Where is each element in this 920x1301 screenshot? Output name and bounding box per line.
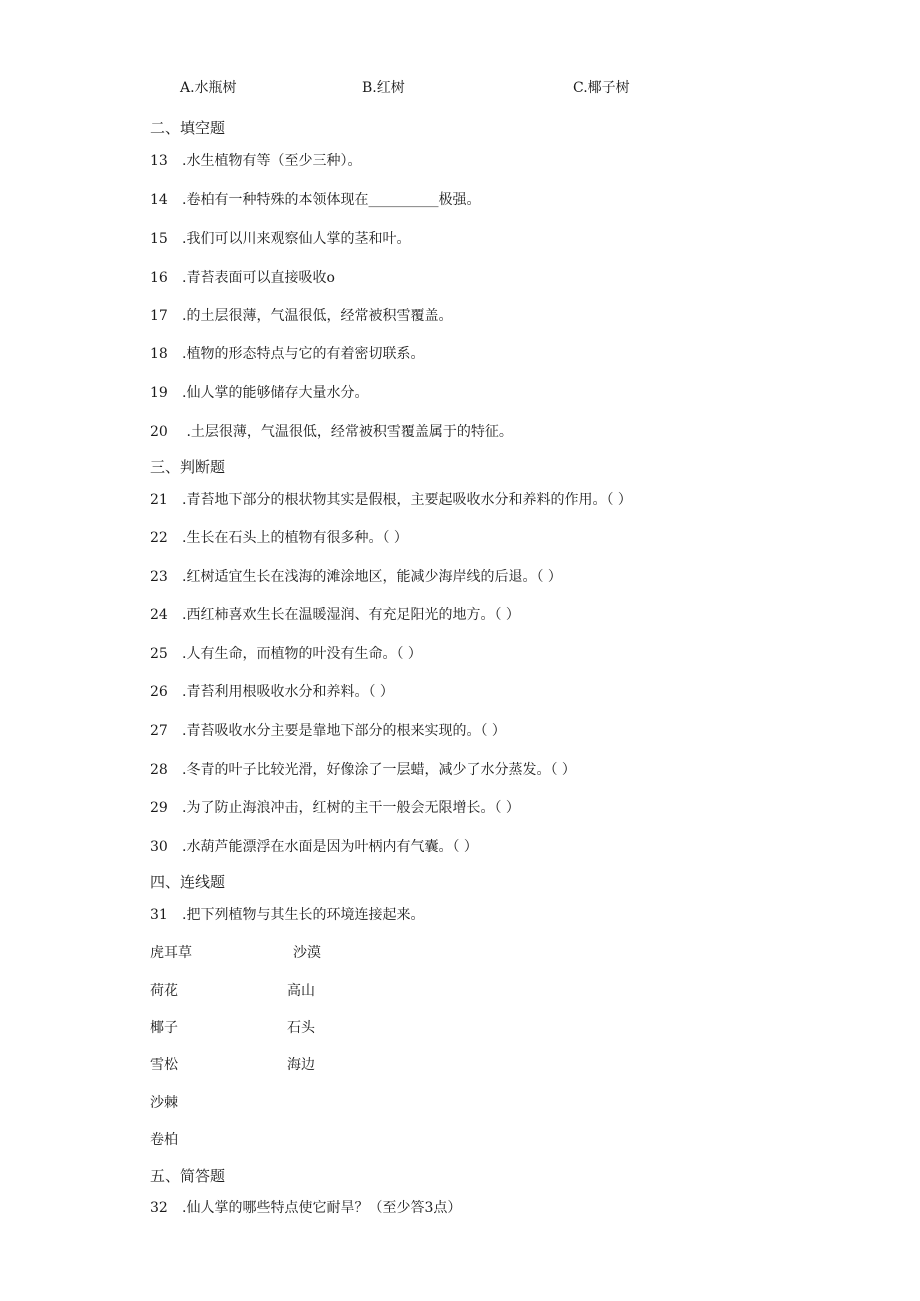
option-b: B.红树	[362, 80, 405, 96]
question-26: 26 .青苔利用根吸收水分和养料。（ ）	[150, 684, 394, 700]
question-25: 25 .人有生命，而植物的叶没有生命。（ ）	[150, 646, 422, 662]
question-32: 32 .仙人掌的哪些特点使它耐旱？（至少答3点）	[150, 1200, 462, 1216]
question-22: 22 .生长在石头上的植物有很多种。（ ）	[150, 530, 408, 546]
question-17: 17 .的土层很薄，气温很低，经常被积雪覆盖。	[150, 308, 453, 324]
question-21: 21 .青苔地下部分的根状物其实是假根，主要起吸收水分和养料的作用。（ ）	[150, 492, 632, 508]
plant-item: 沙棘	[150, 1095, 178, 1111]
section-heading-true-false: 三、判断题	[150, 458, 226, 476]
question-14: 14 .卷柏有一种特殊的本领体现在__________极强。	[150, 192, 481, 208]
question-13: 13 .水生植物有等（至少三种）。	[150, 153, 362, 169]
question-27: 27 .青苔吸收水分主要是靠地下部分的根来实现的。（ ）	[150, 723, 506, 739]
question-29: 29 .为了防止海浪冲击，红树的主干一般会无限增长。（ ）	[150, 800, 520, 816]
question-28: 28 .冬青的叶子比较光滑，好像涂了一层蜡，减少了水分蒸发。（ ）	[150, 762, 576, 778]
question-19: 19 .仙人掌的能够储存大量水分。	[150, 385, 369, 401]
environment-item: 石头	[287, 1020, 315, 1036]
section-heading-short-answer: 五、简答题	[150, 1167, 226, 1185]
option-a: A.水瓶树	[180, 80, 237, 96]
question-16: 16 .青苔表面可以直接吸收o	[150, 270, 335, 286]
option-c: C.椰子树	[573, 80, 630, 96]
question-18: 18 .植物的形态特点与它的有着密切联系。	[150, 346, 425, 362]
plant-item: 虎耳草	[150, 945, 192, 961]
plant-item: 椰子	[150, 1020, 178, 1036]
section-heading-matching: 四、连线题	[150, 873, 226, 891]
environment-item: 海边	[287, 1057, 315, 1073]
environment-item: 高山	[287, 983, 315, 999]
environment-item: 沙漠	[293, 945, 321, 961]
question-30: 30 .水葫芦能漂浮在水面是因为叶柄内有气囊。（ ）	[150, 839, 478, 855]
plant-item: 卷柏	[150, 1132, 178, 1148]
question-24: 24 .西红柿喜欢生长在温暖湿润、有充足阳光的地方。（ ）	[150, 607, 520, 623]
question-31: 31 .把下列植物与其生长的环境连接起来。	[150, 907, 425, 923]
question-23: 23 .红树适宜生长在浅海的滩涂地区，能减少海岸线的后退。（ ）	[150, 569, 562, 585]
question-20: 20 .土层很薄，气温很低，经常被积雪覆盖属于的特征。	[150, 424, 513, 440]
plant-item: 雪松	[150, 1057, 178, 1073]
plant-item: 荷花	[150, 983, 178, 999]
question-15: 15 .我们可以川来观察仙人掌的茎和叶。	[150, 231, 411, 247]
section-heading-fill-blank: 二、填空题	[150, 119, 226, 137]
